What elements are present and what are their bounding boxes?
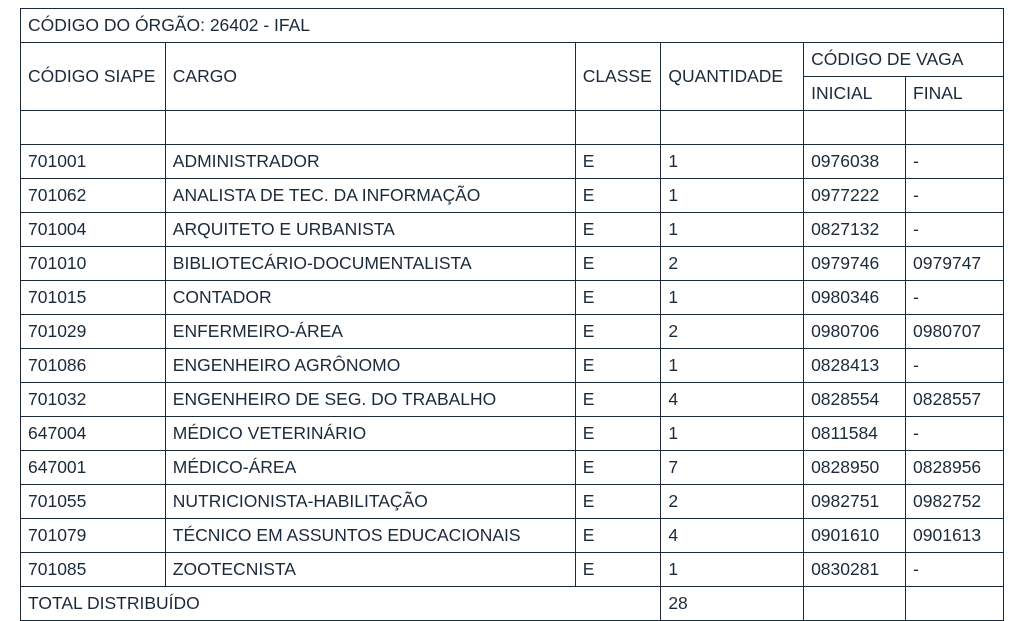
blank-cell-inicial	[804, 111, 906, 145]
cell-cargo: TÉCNICO EM ASSUNTOS EDUCACIONAIS	[165, 519, 575, 553]
cell-inicial: 0811584	[804, 417, 906, 451]
organ-header-cell: CÓDIGO DO ÓRGÃO: 26402 - IFAL	[21, 9, 1004, 43]
cell-cargo: ENGENHEIRO AGRÔNOMO	[165, 349, 575, 383]
cell-quantidade: 2	[661, 247, 804, 281]
header-inicial: INICIAL	[804, 77, 906, 111]
cell-siape: 701010	[21, 247, 166, 281]
cell-final: 0828956	[906, 451, 1004, 485]
vacancy-table	[20, 8, 1004, 621]
cell-cargo: BIBLIOTECÁRIO-DOCUMENTALISTA	[165, 247, 575, 281]
cell-classe: E	[575, 417, 661, 451]
cell-cargo: ENGENHEIRO DE SEG. DO TRABALHO	[165, 383, 575, 417]
cell-final: -	[906, 553, 1004, 587]
header-quantidade: QUANTIDADE	[661, 43, 804, 111]
blank-row	[21, 111, 1004, 145]
cell-final: 0828557	[906, 383, 1004, 417]
cell-classe: E	[575, 383, 661, 417]
table-row	[21, 485, 1004, 519]
header-classe: CLASSE	[575, 43, 661, 111]
cell-cargo: MÉDICO VETERINÁRIO	[165, 417, 575, 451]
cell-classe: E	[575, 247, 661, 281]
cell-inicial: 0827132	[804, 213, 906, 247]
cell-quantidade: 1	[661, 213, 804, 247]
organ-header-row	[21, 9, 1004, 43]
total-label: TOTAL DISTRIBUÍDO	[21, 587, 661, 621]
cell-quantidade: 1	[661, 145, 804, 179]
table-row	[21, 519, 1004, 553]
cell-final: -	[906, 417, 1004, 451]
cell-final: -	[906, 179, 1004, 213]
cell-siape: 701085	[21, 553, 166, 587]
cell-cargo: NUTRICIONISTA-HABILITAÇÃO	[165, 485, 575, 519]
header-codigo-vaga: CÓDIGO DE VAGA	[804, 43, 1004, 77]
cell-siape: 701086	[21, 349, 166, 383]
table-row	[21, 553, 1004, 587]
table-row	[21, 145, 1004, 179]
table-row	[21, 179, 1004, 213]
cell-quantidade: 1	[661, 281, 804, 315]
cell-quantidade: 1	[661, 179, 804, 213]
cell-inicial: 0830281	[804, 553, 906, 587]
cell-classe: E	[575, 553, 661, 587]
cell-siape: 647004	[21, 417, 166, 451]
cell-classe: E	[575, 485, 661, 519]
table-row	[21, 349, 1004, 383]
table-row	[21, 417, 1004, 451]
cell-inicial: 0982751	[804, 485, 906, 519]
header-cargo: CARGO	[165, 43, 575, 111]
cell-inicial: 0977222	[804, 179, 906, 213]
cell-quantidade: 1	[661, 349, 804, 383]
cell-classe: E	[575, 519, 661, 553]
total-row	[21, 587, 1004, 621]
cell-classe: E	[575, 315, 661, 349]
header-final: FINAL	[906, 77, 1004, 111]
cell-inicial: 0828554	[804, 383, 906, 417]
blank-cell-final	[906, 111, 1004, 145]
table-row	[21, 281, 1004, 315]
cell-classe: E	[575, 451, 661, 485]
cell-quantidade: 1	[661, 417, 804, 451]
cell-quantidade: 1	[661, 553, 804, 587]
total-final	[906, 587, 1004, 621]
cell-siape: 701029	[21, 315, 166, 349]
cell-siape: 701079	[21, 519, 166, 553]
cell-cargo: CONTADOR	[165, 281, 575, 315]
cell-siape: 701001	[21, 145, 166, 179]
cell-siape: 701015	[21, 281, 166, 315]
cell-inicial: 0976038	[804, 145, 906, 179]
blank-cell-quantidade	[661, 111, 804, 145]
cell-siape: 701062	[21, 179, 166, 213]
table-row	[21, 213, 1004, 247]
blank-cell-cargo	[165, 111, 575, 145]
cell-classe: E	[575, 349, 661, 383]
cell-cargo: ARQUITETO E URBANISTA	[165, 213, 575, 247]
cell-cargo: ANALISTA DE TEC. DA INFORMAÇÃO	[165, 179, 575, 213]
cell-siape: 647001	[21, 451, 166, 485]
cell-quantidade: 7	[661, 451, 804, 485]
cell-inicial: 0828950	[804, 451, 906, 485]
cell-inicial: 0979746	[804, 247, 906, 281]
cell-inicial: 0901610	[804, 519, 906, 553]
table-row	[21, 247, 1004, 281]
cell-final: -	[906, 145, 1004, 179]
cell-final: -	[906, 349, 1004, 383]
blank-cell-classe	[575, 111, 661, 145]
cell-inicial: 0980346	[804, 281, 906, 315]
table-row	[21, 383, 1004, 417]
cell-siape: 701032	[21, 383, 166, 417]
blank-cell-siape	[21, 111, 166, 145]
cell-cargo: ENFERMEIRO-ÁREA	[165, 315, 575, 349]
cell-final: -	[906, 281, 1004, 315]
cell-final: 0901613	[906, 519, 1004, 553]
total-quantidade: 28	[661, 587, 804, 621]
column-header-row	[21, 43, 1004, 77]
cell-final: 0979747	[906, 247, 1004, 281]
cell-final: -	[906, 213, 1004, 247]
cell-classe: E	[575, 213, 661, 247]
cell-siape: 701055	[21, 485, 166, 519]
table-row	[21, 315, 1004, 349]
cell-siape: 701004	[21, 213, 166, 247]
cell-cargo: ZOOTECNISTA	[165, 553, 575, 587]
cell-quantidade: 4	[661, 519, 804, 553]
cell-final: 0982752	[906, 485, 1004, 519]
cell-inicial: 0828413	[804, 349, 906, 383]
cell-final: 0980707	[906, 315, 1004, 349]
header-siape: CÓDIGO SIAPE	[21, 43, 166, 111]
cell-inicial: 0980706	[804, 315, 906, 349]
cell-quantidade: 2	[661, 485, 804, 519]
cell-classe: E	[575, 179, 661, 213]
cell-quantidade: 4	[661, 383, 804, 417]
total-inicial	[804, 587, 906, 621]
table-row	[21, 451, 1004, 485]
cell-cargo: MÉDICO-ÁREA	[165, 451, 575, 485]
cell-quantidade: 2	[661, 315, 804, 349]
cell-classe: E	[575, 281, 661, 315]
cell-cargo: ADMINISTRADOR	[165, 145, 575, 179]
cell-classe: E	[575, 145, 661, 179]
